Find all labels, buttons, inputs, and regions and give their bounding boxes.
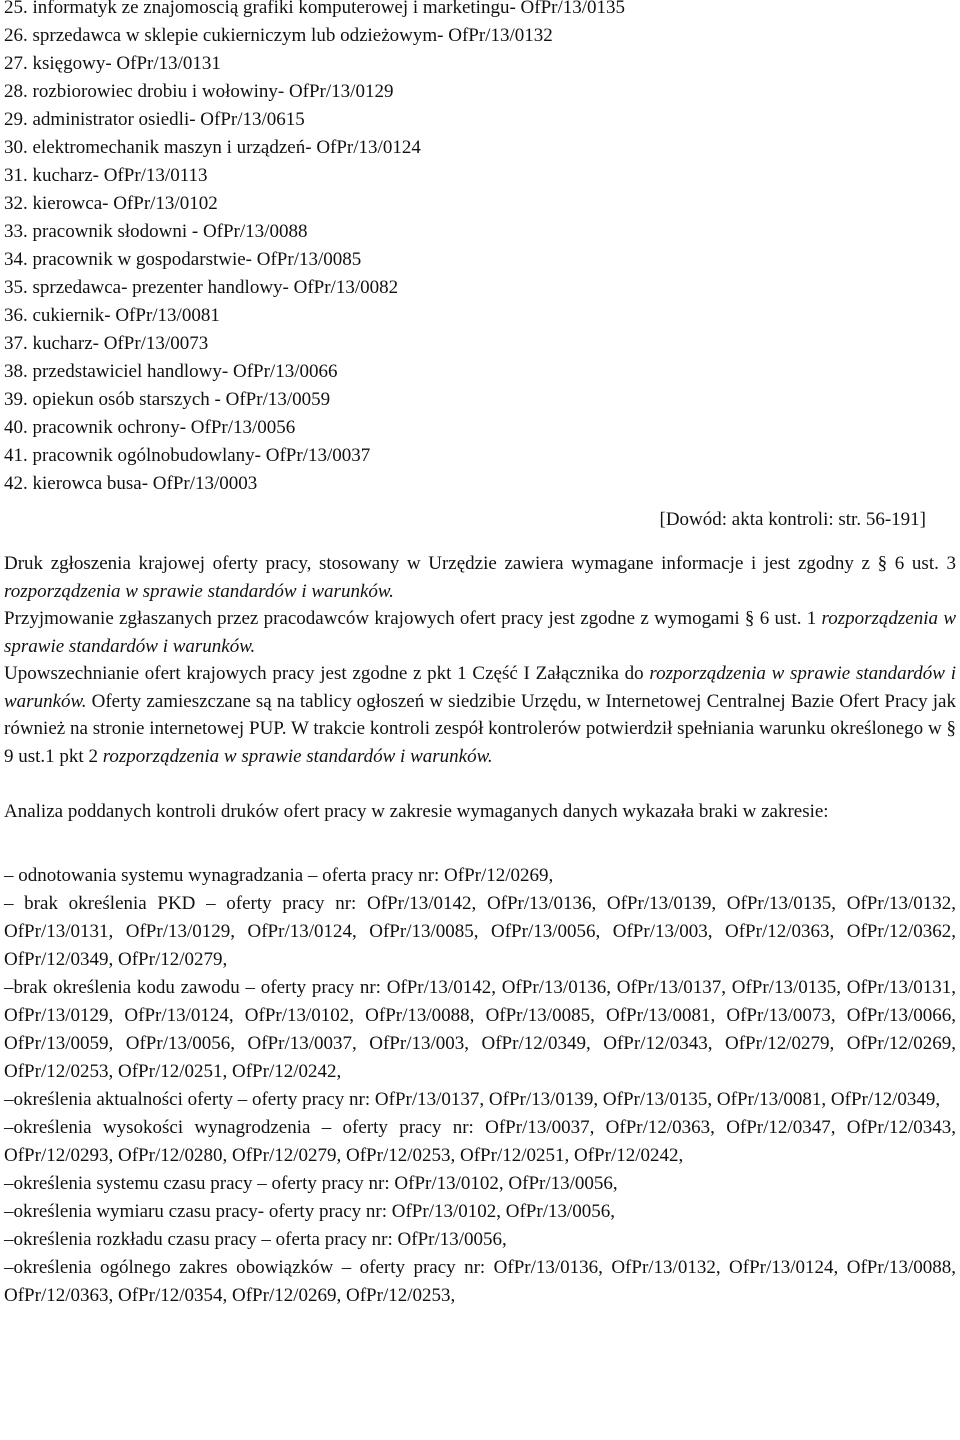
text-segment: Oferty zamieszczane są na tablicy ogłoszeń w siedzibie Urzędu, w Internetowej Centralnej Bazie Ofert Pracy jak również na stronie internetowej PUP. W trakcie kontroli zespół kontrolerów potwierdził spełniania warunku określonego w § 9 ust.1 pkt 2 bbox=[4, 690, 956, 767]
list-item: 31. kucharz- OfPr/13/0113 bbox=[4, 165, 208, 186]
evidence-reference: [Dowód: akta kontroli: str. 56-191] bbox=[659, 509, 926, 530]
text-segment: Upowszechnianie ofert krajowych pracy jest zgodne z pkt 1 Część I Załącznika do bbox=[4, 663, 650, 684]
spacer bbox=[4, 770, 956, 798]
list-item: 33. pracownik słodowni - OfPr/13/0088 bbox=[4, 221, 308, 242]
regulation-reference: rozporządzenia w sprawie standardów i warunków. bbox=[4, 663, 956, 712]
list-item: 35. sprzedawca- prezenter handlowy- OfPr/13/0082 bbox=[4, 277, 399, 298]
deficiency-item: – odnotowania systemu wynagradzania – oferta pracy nr: OfPr/12/0269, bbox=[4, 864, 554, 886]
deficiency-item: –określenia systemu czasu pracy – oferty pracy nr: OfPr/13/0102, OfPr/13/0056, bbox=[4, 1172, 618, 1194]
text-segment: Przyjmowanie zgłaszanych przez pracodawców krajowych ofert pracy jest zgodne z wymogami § 6 ust. 1 bbox=[4, 608, 822, 629]
text-segment: Druk zgłoszenia krajowej oferty pracy, stosowany w Urzędzie zawiera wymagane informacje i jest zgodny z § 6 ust. 3 bbox=[4, 553, 956, 574]
list-item: 29. administrator osiedli- OfPr/13/0615 bbox=[4, 109, 305, 130]
list-item: 39. opiekun osób starszych - OfPr/13/0059 bbox=[4, 389, 331, 410]
list-item: 30. elektromechanik maszyn i urządzeń- OfPr/13/0124 bbox=[4, 137, 421, 158]
deficiency-item: –określenia ogólnego zakres obowiązków – oferty pracy nr: OfPr/13/0136, OfPr/13/0132, OfPr/13/0124, OfPr/13/0088, OfPr/12/0363, OfPr/12/0354, OfPr/12/0269, OfPr/12/0253, bbox=[4, 1256, 956, 1306]
deficiency-item: –określenia aktualności oferty – oferty pracy nr: OfPr/13/0137, OfPr/13/0139, OfPr/13/0135, OfPr/13/0081, OfPr/12/0349, bbox=[4, 1088, 941, 1110]
analysis-paragraph: Analiza poddanych kontroli druków ofert pracy w zakresie wymaganych danych wykazała braki w zakresie: bbox=[4, 801, 829, 822]
list-item: 27. księgowy- OfPr/13/0131 bbox=[4, 53, 221, 74]
offer-list bbox=[4, 0, 956, 498]
deficiency-item: –określenia wymiaru czasu pracy- oferty pracy nr: OfPr/13/0102, OfPr/13/0056, bbox=[4, 1200, 615, 1222]
compliance-paragraph bbox=[4, 550, 956, 770]
list-item: 25. informatyk ze znajomoscią grafiki komputerowej i marketingu- OfPr/13/0135 bbox=[4, 0, 626, 18]
deficiency-item: –określenia wysokości wynagrodzenia – oferty pracy nr: OfPr/13/0037, OfPr/12/0363, OfPr/12/0347, OfPr/12/0343, OfPr/12/0293, OfPr/12/0280, OfPr/12/0279, OfPr/12/0253, OfPr/12/0251, OfPr/12/0242, bbox=[4, 1116, 956, 1166]
list-item: 28. rozbiorowiec drobiu i wołowiny- OfPr/13/0129 bbox=[4, 81, 394, 102]
regulation-reference: rozporządzenia w sprawie standardów i warunków. bbox=[4, 608, 956, 657]
list-item: 37. kucharz- OfPr/13/0073 bbox=[4, 333, 209, 354]
regulation-reference: rozporządzenia w sprawie standardów i warunków. bbox=[4, 580, 394, 602]
regulation-reference: rozporządzenia w sprawie standardów i warunków. bbox=[102, 745, 493, 767]
list-item: 40. pracownik ochrony- OfPr/13/0056 bbox=[4, 417, 296, 438]
list-item: 32. kierowca- OfPr/13/0102 bbox=[4, 193, 218, 214]
deficiency-list bbox=[4, 862, 956, 1310]
deficiency-item: –określenia rozkładu czasu pracy – oferta pracy nr: OfPr/13/0056, bbox=[4, 1228, 507, 1250]
list-item: 41. pracownik ogólnobudowlany- OfPr/13/0037 bbox=[4, 445, 371, 466]
spacer bbox=[4, 826, 956, 862]
list-item: 34. pracownik w gospodarstwie- OfPr/13/0085 bbox=[4, 249, 362, 270]
list-item: 36. cukiernik- OfPr/13/0081 bbox=[4, 305, 220, 326]
deficiency-item: – brak określenia PKD – oferty pracy nr: OfPr/13/0142, OfPr/13/0136, OfPr/13/0139, OfPr/13/0135, OfPr/13/0132, OfPr/13/0131, OfPr/13/0129, OfPr/13/0124, OfPr/13/0085, OfPr/13/0056, OfPr/13/003, OfPr/12/0363, OfPr/12/0362, OfPr/12/0349, OfPr/12/0279, bbox=[4, 892, 956, 970]
list-item: 26. sprzedawca w sklepie cukierniczym lub odzieżowym- OfPr/13/0132 bbox=[4, 25, 553, 46]
deficiency-item: –brak określenia kodu zawodu – oferty pracy nr: OfPr/13/0142, OfPr/13/0136, OfPr/13/0137, OfPr/13/0135, OfPr/13/0131, OfPr/13/0129, OfPr/13/0124, OfPr/13/0102, OfPr/13/0088, OfPr/13/0085, OfPr/13/0081, OfPr/13/0073, OfPr/13/0066, OfPr/13/0059, OfPr/13/0056, OfPr/13/0037, OfPr/13/003, OfPr/12/0349, OfPr/12/0343, OfPr/12/0279, OfPr/12/0269, OfPr/12/0253, OfPr/12/0251, OfPr/12/0242, bbox=[4, 976, 956, 1082]
list-item: 42. kierowca busa- OfPr/13/0003 bbox=[4, 473, 258, 494]
list-item: 38. przedstawiciel handlowy- OfPr/13/0066 bbox=[4, 361, 338, 382]
